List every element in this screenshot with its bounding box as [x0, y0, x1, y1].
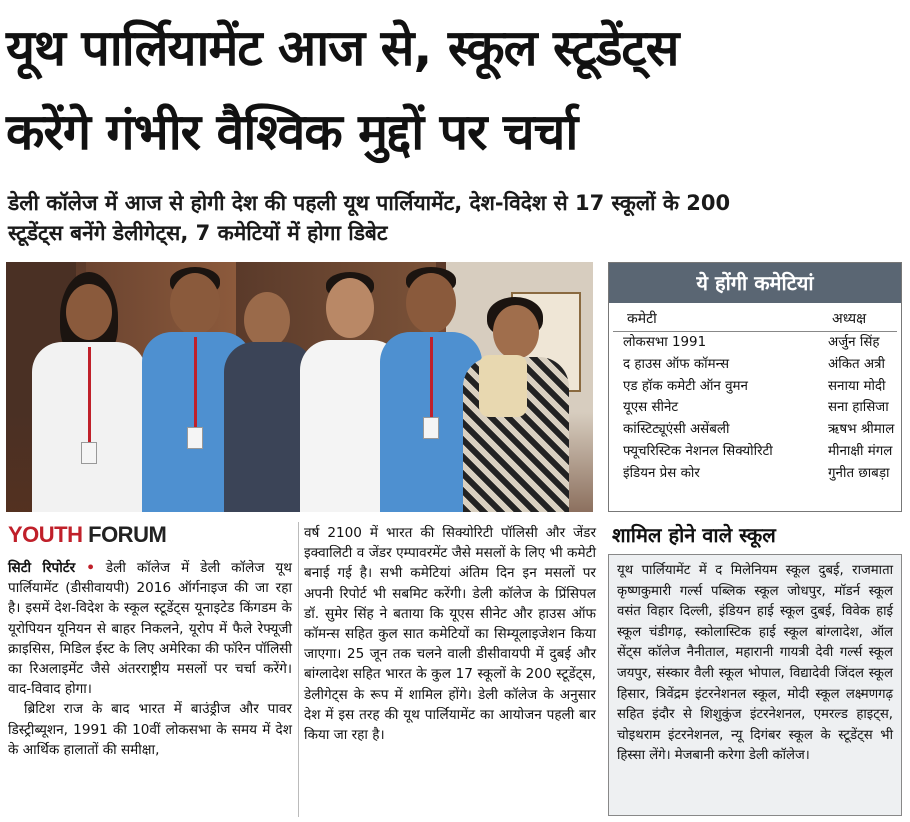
committee-name: इंडियन प्रेस कोर — [623, 465, 700, 481]
committee-row — [609, 354, 901, 376]
committee-name: द हाउस ऑफ कॉमन्स — [623, 356, 729, 372]
committees-list — [609, 332, 901, 485]
committees-box — [608, 262, 902, 512]
committee-chair: सना हासिजा — [828, 400, 889, 416]
group-photo — [6, 262, 593, 512]
schools-box — [608, 554, 902, 816]
subheadline-line-2: स्टूडेंट्स बनेंगे डेलीगेट्स, 7 कमेटियों में होगा डिबेट — [8, 221, 388, 245]
committee-chair: अंकित अत्री — [828, 356, 885, 372]
article-paragraph-2: ब्रिटिश राज के बाद भारत में बाउंड्रीज और पावर डिस्ट्रीब्यूशन, 1991 की 10वीं लोकसभा के समय में देश के आर्थिक हालातों की समीक्षा, — [8, 701, 292, 758]
column-divider — [298, 522, 299, 817]
committee-name: कांस्टिट्यूएंसी असेंबली — [623, 422, 730, 438]
byline-bullet: • — [86, 560, 95, 576]
committee-name: लोकसभा 1991 — [623, 335, 707, 350]
headline-line-2: करेंगे गंभीर वैश्विक मुद्दों पर चर्चा — [6, 103, 578, 161]
committee-row — [609, 376, 901, 398]
byline: सिटी रिपोर्टर — [8, 560, 76, 576]
article-paragraph-3: वर्ष 2100 में भारत की सिक्योरिटी पॉलिसी और जेंडर इक्वालिटी व जेंडर एम्पावरमेंट जैसे मसलों के लिए भी कमेटी बनाई गई है। सभी कमेटियां अंतिम दिन इन मसलों पर अपनी रिपोर्ट भी सबमिट करेंगी। डेली कॉलेज के प्रिंसिपल डॉ. सुमेर सिंह ने बताया कि यूएस सीनेट और हाउस ऑफ कॉमन्स सहित कुल सात कमेटियों का सिम्यूलाइजेशन किया जाएगा। 25 जून तक चलने वाली डीसीवायपी में दुबई और बांग्लादेश सहित भारत के कुल 17 स्कूलों के 200 स्टूडेंट्स, डेलीगेट्स के रूप में शामिल होंगे। डेली कॉलेज के अनुसार देश में इस तरह की यूथ पार्लियामेंट का आयोजन पहली बार किया जा रहा है। — [304, 525, 596, 744]
committee-chair: ऋषभ श्रीमाल — [828, 422, 895, 438]
schools-text: यूथ पार्लियामेंट में द मिलेनियम स्कूल दुबई, राजमाता कृष्णकुमारी गर्ल्स पब्लिक स्कूल जोधपुर, मॉडर्न स्कूल वसंत विहार दिल्ली, इंडियन हाई स्कूल दुबई, विवेक हाई स्कूल चंडीगढ़, स्कोलास्टिक हाई स्कूल बांग्लादेश, ऑल सेंट्स कॉलेज नैनीताल, महारानी गायत्री देवी गर्ल्स स्कूल जयपुर, संस्कार वैली स्कूल भोपाल, विद्यादेवी जिंदल स्कूल हिसार, त्रिवेंद्रम इंटरनेशनल स्कूल, मोदी स्कूल लक्ष्मणगढ़ सहित इंदौर से शिशुकुंज इंटरनेशनल, एमरल्ड हाइट्स, चोइथराम इंटरनेशनल, न्यू दिगंबर स्कूल के स्टूडेंट्स भी हिस्सा लेंगे। मेजबानी करेगा डेली कॉलेज। — [617, 563, 893, 764]
headline-line-1: यूथ पार्लियामेंट आज से, स्कूल स्टूडेंट्स — [6, 19, 679, 77]
article-column-1 — [8, 558, 292, 760]
subheadline — [8, 188, 902, 248]
committee-row — [609, 397, 901, 419]
committee-chair: गुनीत छाबड़ा — [828, 465, 890, 481]
schools-title: शामिल होने वाले स्कूल — [612, 523, 776, 547]
section-label — [8, 522, 166, 548]
committee-row — [609, 419, 901, 441]
chair-column-header: अध्यक्ष — [832, 311, 867, 327]
subheadline-line-1: डेली कॉलेज में आज से होगी देश की पहली यूथ पार्लियामेंट, देश-विदेश से 17 स्कूलों के 200 — [8, 191, 731, 215]
headline — [6, 6, 904, 174]
committee-column-header: कमेटी — [627, 311, 657, 327]
article-column-2 — [304, 523, 596, 745]
committee-row — [609, 463, 901, 485]
committee-row — [609, 332, 901, 354]
article-paragraph-1 — [8, 558, 292, 699]
committee-chair: सनाया मोदी — [828, 378, 886, 394]
committee-name: यूएस सीनेट — [623, 400, 679, 416]
committee-chair: मीनाक्षी मंगल — [828, 443, 893, 459]
section-label-word-2: FORUM — [88, 522, 167, 547]
committee-name: एड हॉक कमेटी ऑन वुमन — [623, 378, 748, 394]
committees-header — [613, 303, 897, 332]
committee-chair: अर्जुन सिंह — [828, 335, 880, 350]
committee-row — [609, 441, 901, 463]
article-text-1: डेली कॉलेज में डेली कॉलेज यूथ पार्लियामेंट (डीसीवायपी) 2016 ऑर्गनाइज की जा रहा है। इसमें देश-विदेश के स्कूल स्टूडेंट्स यूनाइटेड किंगडम के यूरोपियन यूनियन से बाहर निकलने, यूरोप में फैले रेफ्यूजी क्राइसिस, मिडिल ईस्ट के लिए अमेरिका की फॉरेन पॉलिसी का रिअलाइमेंट जैसे अंतरराष्ट्रीय मसलों पर चर्चा करेंगे। वाद-विवाद होगा। — [8, 560, 292, 698]
committee-name: फ्यूचरिस्टिक नेशनल सिक्योरिटी — [623, 443, 773, 459]
section-label-word-1: YOUTH — [8, 522, 83, 547]
committees-title: ये होंगी कमेटियां — [609, 263, 901, 303]
